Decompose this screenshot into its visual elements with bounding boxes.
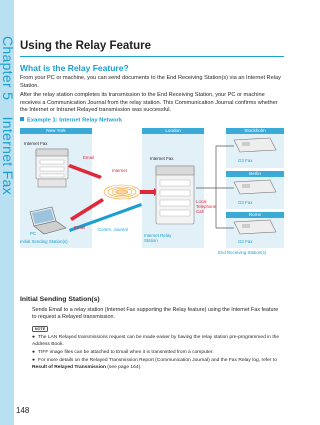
internet-relay-station-label: Internet Relay Station (144, 233, 172, 243)
london-internet-fax-label: Internet Fax (150, 156, 174, 161)
local-telephone-call-label: Local Telephone Call (196, 199, 217, 214)
page-title: Using the Relay Feature (20, 40, 152, 52)
stockholm-g3-fax-label: G3 Fax (238, 158, 253, 163)
chapter-side-label (2, 36, 16, 266)
ny-pc-icon (30, 207, 66, 234)
intro-paragraph-2: After the relay station completes its transmission to the End Receiving Station, your PC or machine receives a Communication Journal from the relay station. This Communication Journal confirms whether the Internet or Intranet Relayed transmission was successful. (20, 92, 278, 114)
note-item-3 (32, 358, 282, 371)
berlin-fax-icon (234, 180, 276, 194)
example-heading (20, 117, 122, 124)
note-text-3-suffix: (see page 164). (105, 364, 142, 370)
relay-network-diagram (20, 128, 284, 280)
berlin-header: Berlin (226, 171, 284, 177)
new-york-header: New York (20, 128, 92, 134)
note-text-1: The LAN Relayed transmissions request can be made easier by having the relay station pre-programmed in the Address Book. (32, 335, 280, 347)
initial-sending-heading: Initial Sending Station(s) (20, 296, 100, 303)
rome-g3-fax-label: G3 Fax (238, 239, 253, 244)
intro-paragraph-1: From your PC or machine, you can send documents to the End Receiving Station(s) via an Internet Relay Station. (20, 75, 281, 89)
email-bottom-label: Email (74, 225, 85, 230)
email-arrow-top (68, 164, 102, 179)
rome-fax-icon (234, 220, 276, 234)
square-bullet-icon (20, 117, 24, 121)
internet-cloud-icon (104, 185, 140, 199)
ny-internet-fax-label: Internet Fax (24, 141, 48, 146)
email-top-label: Email (83, 155, 94, 160)
stockholm-fax-icon (234, 138, 276, 152)
chapter-topic: Internet Fax (0, 116, 16, 195)
note-badge: NOTE (32, 326, 48, 332)
bullet-icon: ● (32, 350, 35, 355)
berlin-g3-fax-label: G3 Fax (238, 200, 253, 205)
rome-header: Rome (226, 212, 284, 218)
initial-sending-paragraph: Sends Email to a relay station (Internet Fax supporting the Relay feature) using the Internet Fax feature to request a Relayed transmission. (32, 307, 279, 321)
bullet-icon: ● (32, 358, 35, 363)
stockholm-header: Stockholm (226, 128, 284, 134)
bullet-icon: ● (32, 335, 35, 340)
phone-line-stockholm (196, 146, 234, 188)
page-number: 148 (16, 406, 30, 415)
note-item-1 (32, 335, 282, 348)
pc-label: PC (30, 231, 37, 236)
title-divider (20, 56, 284, 57)
ny-fax-machine-icon (36, 149, 68, 187)
note-text-2: TIFF image files can be attached to Email when it is transmitted from a computer. (38, 350, 214, 355)
note-item-2 (32, 350, 282, 357)
london-relay-machine-icon (156, 166, 194, 224)
email-arrow-bottom (70, 198, 104, 221)
example-label: Example 1: Internet Relay Network (27, 117, 123, 124)
london-header: London (142, 128, 204, 134)
section-title: What is the Relay Feature? (20, 63, 129, 73)
note-text-3-prefix: For more details on the Relayed Transmission Report (Communication Journal) and the Fax Relay log, refer to (38, 358, 277, 363)
internet-label: Internet (112, 168, 127, 173)
initial-sending-label: Initial Sending Station(s) (20, 239, 68, 244)
comm-journal-label: Comm. Journal (98, 227, 128, 232)
note-link-relayed-result[interactable]: Result of Relayed Transmission (32, 364, 106, 370)
chapter-number: Chapter 5 (0, 36, 16, 101)
end-receiving-label: End Receiving Station(s) (218, 250, 267, 255)
